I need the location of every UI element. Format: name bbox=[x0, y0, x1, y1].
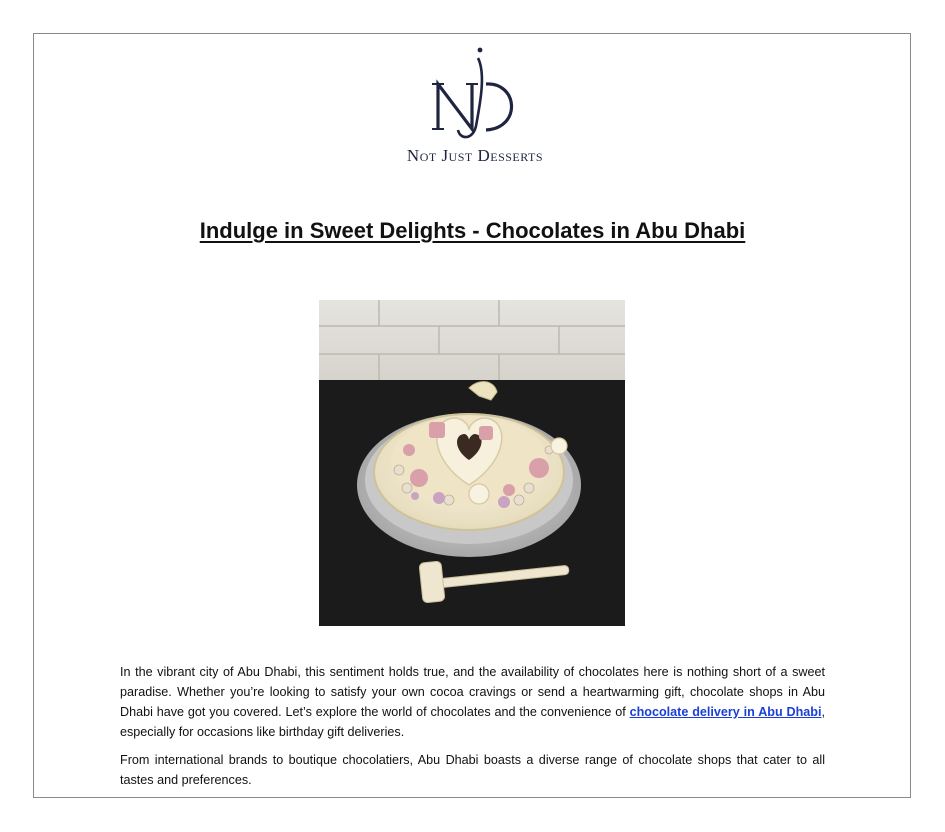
paragraph-intro-text: In the vibrant city of Abu Dhabi, this sentiment holds true, and the availability of chocolates here is nothing short of a sweet paradise. Whether you’re looking to satisfy your own cocoa cravings or send a heartwarming gift, chocolate shops in Abu Dhabi have got you covered. Let’s explore the world of chocolates and the convenience of bbox=[120, 665, 825, 719]
page-title-text: Indulge in Sweet Delights - Chocolates in Abu Dhabi bbox=[199, 218, 746, 243]
page-title bbox=[0, 218, 945, 244]
chocolate-cake-image bbox=[319, 300, 625, 626]
njd-monogram-icon bbox=[420, 44, 530, 144]
article-body bbox=[120, 662, 825, 798]
brand-name: Not Just Desserts bbox=[406, 146, 544, 165]
paragraph-intro bbox=[120, 662, 825, 742]
chocolate-delivery-link[interactable]: chocolate delivery in Abu Dhabi bbox=[629, 705, 822, 719]
brand-logo bbox=[380, 44, 570, 184]
product-photo bbox=[319, 300, 625, 626]
paragraph-shops: From international brands to boutique chocolatiers, Abu Dhabi boasts a diverse range of chocolate shops that cater to all tastes and preferences. bbox=[120, 753, 825, 787]
paragraph-intro-tail: , especially for occasions like birthday gift deliveries. bbox=[120, 705, 825, 739]
